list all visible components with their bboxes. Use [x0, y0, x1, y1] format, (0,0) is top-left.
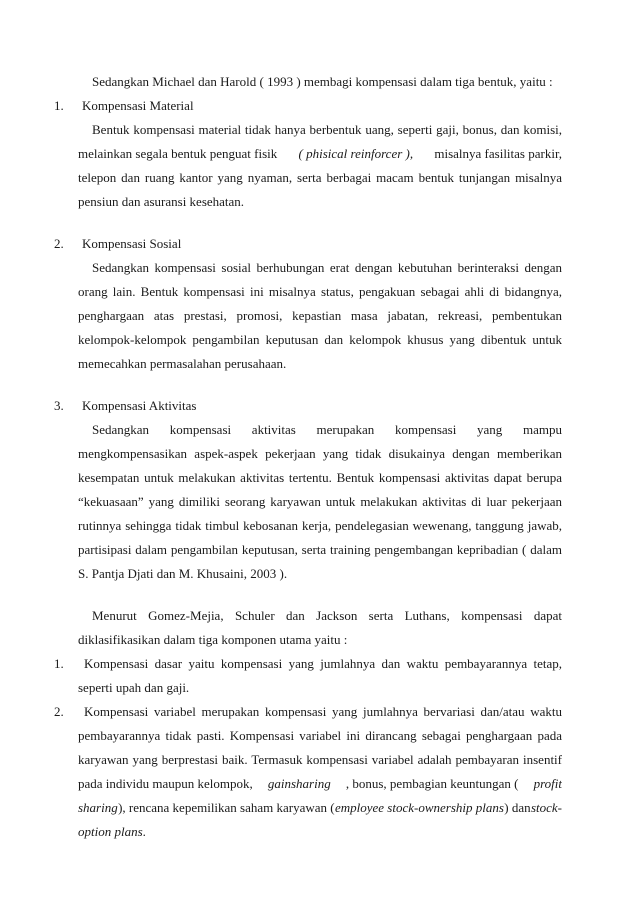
- list-number: 2.: [54, 704, 64, 719]
- body-text: ) dan: [504, 800, 531, 815]
- body-line: seperti upah dan gaji.: [78, 680, 190, 695]
- italic-term: employee stock-ownership plans: [334, 800, 504, 815]
- body-text: misalnya fasilitas parkir,: [434, 146, 562, 161]
- body-line: rutinnya sehingga tidak timbul kebosanan kerja, pendelegasian wewenang, tanggung jawab,: [78, 518, 562, 533]
- italic-term: sharing: [78, 800, 118, 815]
- italic-term: option plans: [78, 824, 143, 839]
- body-line: mengkompensasikan aspek-aspek pekerjaan yang tidak disukainya dengan memberikan: [78, 446, 562, 461]
- body-line: memecahkan permasalahan perusahaan.: [78, 356, 287, 371]
- body-line: diklasifikasikan dalam tiga komponen utama yaitu :: [78, 632, 348, 647]
- body-line: telepon dan ruang kantor yang nyaman, serta berbagai macam bentuk tunjangan misalnya: [78, 170, 562, 185]
- body-text: , bonus, pembagian keuntungan (: [345, 776, 519, 791]
- body-line: Sedangkan kompensasi aktivitas merupakan kompensasi yang mampu: [92, 422, 562, 437]
- body-line: karyawan yang berprestasi baik. Termasuk kompensasi variabel adalah pembayaran insentif: [78, 752, 562, 767]
- body-text: .: [142, 824, 146, 839]
- italic-term: gainsharing: [267, 776, 331, 791]
- body-line: Menurut Gomez-Mejia, Schuler dan Jackson serta Luthans, kompensasi dapat: [92, 608, 562, 623]
- body-line: penghargaan atas prestasi, promosi, kepastian masa jabatan, rekreasi, pembentukan: [78, 308, 562, 323]
- section-number: 3.: [54, 398, 64, 413]
- section-heading: Kompensasi Sosial: [82, 236, 182, 251]
- body-line: orang lain. Bentuk kompensasi ini misalnya status, pengakuan sebagai ahli di bidangnya,: [78, 284, 562, 299]
- italic-term: ( phisical reinforcer ),: [298, 146, 414, 161]
- section-number: 2.: [54, 236, 64, 251]
- body-line: [78, 824, 562, 840]
- body-line: Kompensasi variabel merupakan kompensasi yang jumlahnya bervariasi dan/atau waktu: [84, 704, 562, 719]
- body-line: [78, 800, 562, 816]
- body-line: [78, 146, 562, 162]
- body-line: Bentuk kompensasi material tidak hanya berbentuk uang, seperti gaji, bonus, dan komisi,: [92, 122, 562, 137]
- body-line: Kompensasi dasar yaitu kompensasi yang jumlahnya dan waktu pembayarannya tetap,: [84, 656, 562, 671]
- list-number: 1.: [54, 656, 64, 671]
- body-text: pada individu maupun kelompok,: [78, 776, 253, 791]
- body-line: partisipasi dalam pengambilan keputusan, serta training pengembangan kepribadian ( dalam: [78, 542, 562, 557]
- body-line: pensiun dan asuransi kesehatan.: [78, 194, 245, 209]
- intro-paragraph: Sedangkan Michael dan Harold ( 1993 ) membagi kompensasi dalam tiga bentuk, yaitu :: [92, 74, 553, 89]
- body-line: kelompok-kelompok pengambilan keputusan dan kelompok khusus yang dibentuk untuk: [78, 332, 562, 347]
- section-heading: Kompensasi Material: [82, 98, 194, 113]
- body-line: S. Pantja Djati dan M. Khusaini, 2003 ).: [78, 566, 288, 581]
- body-line: pembayarannya tidak pasti. Kompensasi variabel ini dirancang sebagai penghargaan pada: [78, 728, 562, 743]
- body-line: [78, 776, 562, 792]
- body-text: melainkan segala bentuk penguat fisik: [78, 146, 278, 161]
- section-heading: Kompensasi Aktivitas: [82, 398, 197, 413]
- section-number: 1.: [54, 98, 64, 113]
- italic-term: profit: [533, 776, 562, 791]
- body-line: “kekuasaan” yang dimiliki seorang karyawan untuk melakukan aktivitas di luar pekerjaan: [78, 494, 562, 509]
- body-text: ), rencana kepemilikan saham karyawan (: [118, 800, 335, 815]
- italic-term: stock-: [530, 800, 562, 815]
- body-line: kesempatan untuk melakukan aktivitas tertentu. Bentuk kompensasi aktivitas dapat berupa: [78, 470, 562, 485]
- body-line: Sedangkan kompensasi sosial berhubungan erat dengan kebutuhan berinteraksi dengan: [92, 260, 562, 275]
